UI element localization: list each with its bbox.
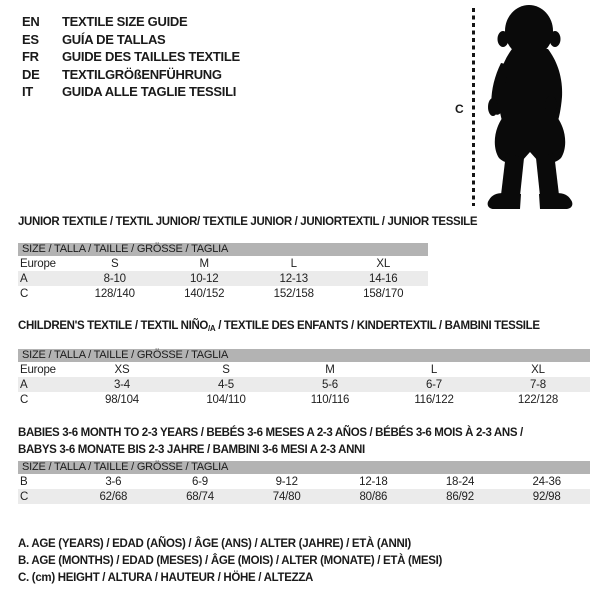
- language-title: TEXTILGRÖßENFÜHRUNG: [62, 66, 222, 82]
- language-row-en: [22, 13, 240, 31]
- language-title: GUIDA ALLE TAGLIE TESSILI: [62, 84, 237, 100]
- junior-section-title: JUNIOR TEXTILE / TEXTIL JUNIOR/ TEXTILE JUNIOR / JUNIORTEXTIL / JUNIOR TESSILE: [18, 216, 478, 228]
- table-row: [18, 392, 590, 407]
- table-header-bar: SIZE / TALLA / TAILLE / GRÖSSE / TAGLIA: [18, 349, 590, 362]
- row-label: A: [20, 378, 28, 391]
- table-cell: M: [199, 257, 209, 270]
- table-cell: 6-9: [191, 475, 209, 488]
- children-size-table: [18, 349, 590, 407]
- language-row-it: [22, 83, 240, 101]
- language-title: GUIDE DES TAILLES TEXTILE: [62, 49, 240, 65]
- language-code: ES: [22, 31, 39, 47]
- table-cell: L: [290, 257, 297, 270]
- table-row: [18, 377, 590, 392]
- table-cell: L: [430, 363, 438, 376]
- row-label: C: [20, 287, 29, 300]
- table-cell: 4-5: [217, 378, 235, 391]
- table-cell: 7-8: [529, 378, 547, 391]
- row-label: C: [20, 393, 29, 406]
- table-cell: 12-18: [359, 475, 388, 488]
- language-title-list: [22, 13, 240, 101]
- junior-size-table: [18, 243, 428, 301]
- table-cell: XL: [531, 363, 545, 376]
- table-cell: 8-10: [103, 272, 126, 285]
- table-cell: 3-4: [113, 378, 131, 391]
- table-header-bar: SIZE / TALLA / TAILLE / GRÖSSE / TAGLIA: [18, 243, 428, 256]
- language-row-de: [22, 66, 240, 84]
- table-cell: XS: [114, 363, 130, 376]
- language-code: IT: [22, 84, 33, 100]
- children-section-title: [18, 320, 540, 333]
- table-header-bar: SIZE / TALLA / TAILLE / GRÖSSE / TAGLIA: [18, 461, 590, 474]
- table-cell: 6-7: [425, 378, 443, 391]
- table-cell: 158/170: [363, 287, 404, 300]
- row-label: Europe: [20, 363, 56, 376]
- table-row: [18, 489, 590, 504]
- toddler-silhouette-icon: [484, 3, 576, 210]
- language-row-fr: [22, 48, 240, 66]
- table-cell: 140/152: [184, 287, 225, 300]
- table-cell: S: [111, 257, 119, 270]
- language-title: GUÍA DE TALLAS: [62, 31, 166, 47]
- table-row: [18, 286, 428, 301]
- table-cell: 10-12: [190, 272, 219, 285]
- row-label: Europe: [20, 257, 56, 270]
- table-cell: 74/80: [272, 490, 301, 503]
- table-cell: 62/68: [99, 490, 128, 503]
- babies-title-line1: BABIES 3-6 MONTH TO 2-3 YEARS / BEBÉS 3-6 MESES A 2-3 AÑOS / BÉBÉS 3-6 MOIS À 2-3 ANS /: [18, 427, 523, 439]
- row-label: B: [20, 475, 28, 488]
- children-title-part: CHILDREN'S TEXTILE / TEXTIL NIÑO: [18, 320, 209, 332]
- row-label: A: [20, 272, 28, 285]
- table-cell: 110/116: [310, 393, 350, 406]
- table-row: [18, 271, 428, 286]
- table-cell: 122/128: [517, 393, 559, 406]
- language-code: FR: [22, 49, 39, 65]
- table-cell: 68/74: [186, 490, 214, 503]
- table-cell: 12-13: [279, 272, 308, 285]
- table-cell: 98/104: [105, 393, 139, 406]
- table-cell: 5-6: [321, 378, 339, 391]
- table-cell: 18-24: [445, 475, 475, 488]
- table-cell: 104/110: [206, 393, 246, 406]
- table-cell: 3-6: [105, 475, 122, 488]
- table-cell: M: [325, 363, 335, 376]
- legend-note-a: A. AGE (YEARS) / EDAD (AÑOS) / ÂGE (ANS) / ALTER (JAHRE) / ETÀ (ANNI): [18, 538, 411, 550]
- table-row: [18, 256, 428, 271]
- row-label: C: [20, 490, 29, 503]
- children-title-subscript: /A: [208, 324, 216, 333]
- table-cell: 9-12: [275, 475, 298, 488]
- language-code: DE: [22, 66, 40, 82]
- table-cell: 116/122: [414, 393, 454, 406]
- table-cell: 92/98: [532, 490, 561, 503]
- height-marker-label: C: [455, 102, 464, 116]
- babies-size-table: [18, 461, 590, 504]
- table-cell: 86/92: [446, 490, 474, 503]
- legend-note-b: B. AGE (MONTHS) / EDAD (MESES) / ÂGE (MOIS) / ALTER (MONATE) / ETÀ (MESI): [18, 555, 443, 567]
- legend-note-c: C. (cm) HEIGHT / ALTURA / HAUTEUR / HÖHE / ALTEZZA: [18, 572, 314, 584]
- table-cell: 152/158: [273, 287, 314, 300]
- table-cell: XL: [376, 257, 391, 270]
- table-cell: 80/86: [359, 490, 388, 503]
- table-cell: 24-36: [532, 475, 561, 488]
- children-title-part: / TEXTILE DES ENFANTS / KINDERTEXTIL / BAMBINI TESSILE: [215, 320, 540, 332]
- table-cell: S: [222, 363, 230, 376]
- language-title: TEXTILE SIZE GUIDE: [62, 14, 188, 30]
- language-row-es: [22, 31, 240, 49]
- table-cell: 14-16: [369, 272, 398, 285]
- table-row: [18, 362, 590, 377]
- height-measure-dashed-line: [472, 8, 475, 206]
- language-code: EN: [22, 14, 40, 30]
- table-row: [18, 474, 590, 489]
- table-cell: 128/140: [94, 287, 135, 300]
- babies-title-line2: BABYS 3-6 MONATE BIS 2-3 JAHRE / BAMBINI 3-6 MESI A 2-3 ANNI: [18, 444, 365, 456]
- legend-notes: [18, 536, 442, 587]
- babies-section-title: [18, 425, 523, 459]
